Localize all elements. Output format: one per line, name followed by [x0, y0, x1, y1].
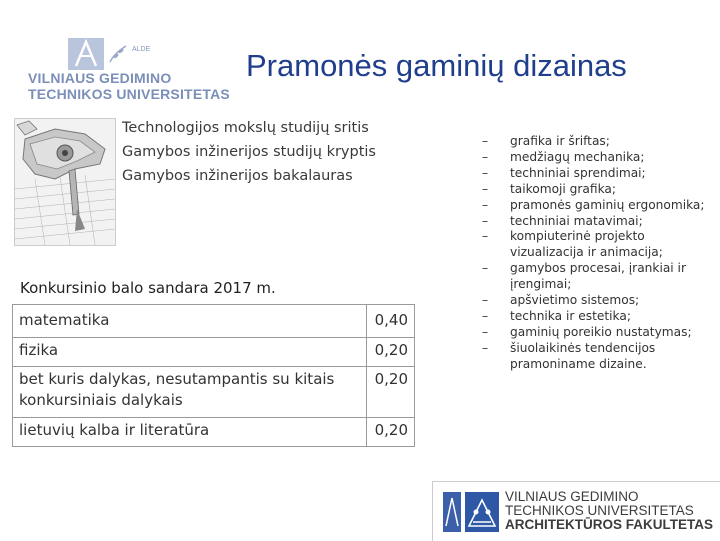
- product-design-image: [14, 118, 116, 246]
- list-item: [482, 166, 714, 182]
- page-title: Pramonės gaminių dizainas: [246, 48, 627, 83]
- logo-university-line2: TECHNIKOS UNIVERSITETAS: [28, 86, 230, 102]
- list-item: [482, 214, 714, 230]
- table-row: [13, 367, 415, 418]
- study-program: Gamybos inžinerijos bakalauras: [122, 168, 353, 184]
- topic-text: gaminių poreikio nustatymas;: [510, 324, 692, 339]
- dash-bullet: –: [482, 229, 489, 244]
- topic-text: gamybos procesai, įrankiai ir įrengimai;: [510, 261, 686, 292]
- subject-cell: lietuvių kalba ir literatūra: [13, 418, 367, 447]
- dash-bullet: –: [482, 134, 489, 148]
- leaf-ornament-icon: [108, 44, 128, 64]
- logo-university-line1: VILNIAUS GEDIMINO: [28, 70, 172, 86]
- list-item: [482, 325, 714, 341]
- coefficient-cell: 0,20: [366, 418, 414, 447]
- subject-cell: fizika: [13, 338, 367, 367]
- topic-text: medžiagų mechanika;: [510, 149, 645, 164]
- university-emblem-icon: [68, 38, 104, 70]
- dash-bullet: –: [482, 293, 489, 308]
- score-table: [12, 304, 415, 447]
- faculty-logo-line2: TECHNIKOS UNIVERSITETAS: [505, 503, 694, 518]
- coefficient-cell: 0,40: [366, 305, 414, 338]
- dash-bullet: –: [482, 261, 489, 276]
- table-row: [13, 305, 415, 338]
- topic-text: pramonės gaminių ergonomika;: [510, 197, 705, 212]
- subject-cell: bet kuris dalykas, nesutampantis su kitais konkursiniais dalykais: [13, 367, 367, 418]
- university-logo: [28, 36, 230, 104]
- topic-text: kompiuterinė projekto vizualizacija ir animacija;: [510, 229, 663, 260]
- list-item: [482, 198, 714, 214]
- list-item: [482, 150, 714, 166]
- study-direction: Gamybos inžinerijos studijų kryptis: [122, 144, 376, 160]
- coefficient-cell: 0,20: [366, 367, 414, 418]
- list-item: [482, 309, 714, 325]
- topic-text: techniniai sprendimai;: [510, 165, 646, 180]
- faculty-logo-line1: VILNIAUS GEDIMINO: [505, 489, 639, 504]
- table-row: [13, 418, 415, 447]
- dash-bullet: –: [482, 340, 489, 355]
- topic-text: techniniai matavimai;: [510, 213, 643, 228]
- emblem-label: ALDE: [132, 46, 151, 53]
- product-sketch-illustration: [15, 119, 115, 245]
- list-item: [482, 341, 714, 373]
- list-item: [482, 261, 714, 293]
- dash-bullet: –: [482, 181, 489, 196]
- dash-bullet: –: [482, 324, 489, 339]
- coefficient-cell: 0,20: [366, 338, 414, 367]
- list-item: [482, 293, 714, 309]
- dash-bullet: –: [482, 165, 489, 180]
- faculty-logo-line3: ARCHITEKTŪROS FAKULTETAS: [505, 517, 713, 532]
- faculty-emblem-icon: [443, 492, 499, 532]
- dash-bullet: –: [482, 213, 489, 228]
- topic-text: apšvietimo sistemos;: [510, 293, 640, 308]
- faculty-logo: [432, 481, 720, 541]
- study-field: Technologijos mokslų studijų sritis: [122, 120, 369, 136]
- topic-text: taikomoji grafika;: [510, 181, 616, 196]
- table-row: [13, 338, 415, 367]
- topics-list: [482, 134, 714, 373]
- list-item: [482, 229, 714, 261]
- subject-cell: matematika: [13, 305, 367, 338]
- list-item: [482, 182, 714, 198]
- dash-bullet: –: [482, 149, 489, 164]
- list-item: [482, 134, 714, 150]
- dash-bullet: –: [482, 308, 489, 323]
- topic-text: technika ir estetika;: [510, 308, 631, 323]
- score-heading: Konkursinio balo sandara 2017 m.: [20, 279, 276, 297]
- topic-text: grafika ir šriftas;: [510, 134, 610, 148]
- dash-bullet: –: [482, 197, 489, 212]
- topic-text: šiuolaikinės tendencijos pramoniname dizaine.: [510, 340, 656, 371]
